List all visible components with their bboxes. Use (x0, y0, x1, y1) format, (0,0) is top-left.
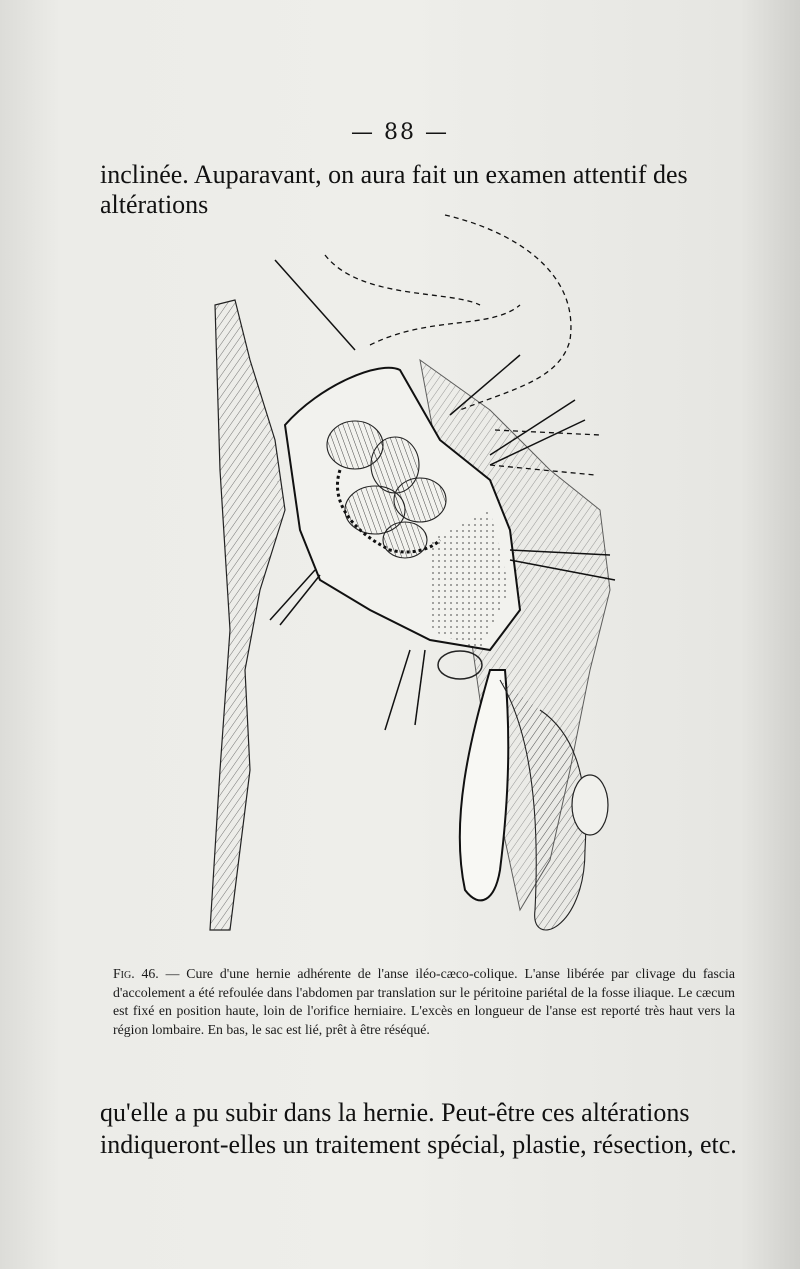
penis (572, 775, 608, 835)
paragraph-bottom: qu'elle a pu subir dans la hernie. Peut-être ces altérations indiqueront-elles un traitement spécial, plastie, résection, etc. (100, 1098, 737, 1159)
figure-46-drawing (190, 210, 630, 955)
figure-caption (113, 965, 735, 1039)
hernia-sac (460, 670, 509, 900)
caption-text: — Cure d'une hernie adhérente de l'anse iléo-cæco-colique. L'anse libérée par clivage du fascia d'accolement a été refoulée dans l'abdomen par translation sur le péritoine pariétal de la fosse iliaque. Le cæcum est fixé en position haute, loin de l'orifice herniaire. L'excès en longueur de l'anse est reporté très haut vers la région lombaire. En bas, le sac est lié, prêt à être réséqué. (113, 966, 735, 1037)
surgical-illustration (190, 210, 630, 955)
paragraph-top-line: inclinée. Auparavant, on aura fait un examen attentif des altérations (100, 160, 688, 219)
figure-label: Fig. 46. (113, 966, 159, 981)
page-number: — 88 — (351, 120, 449, 145)
